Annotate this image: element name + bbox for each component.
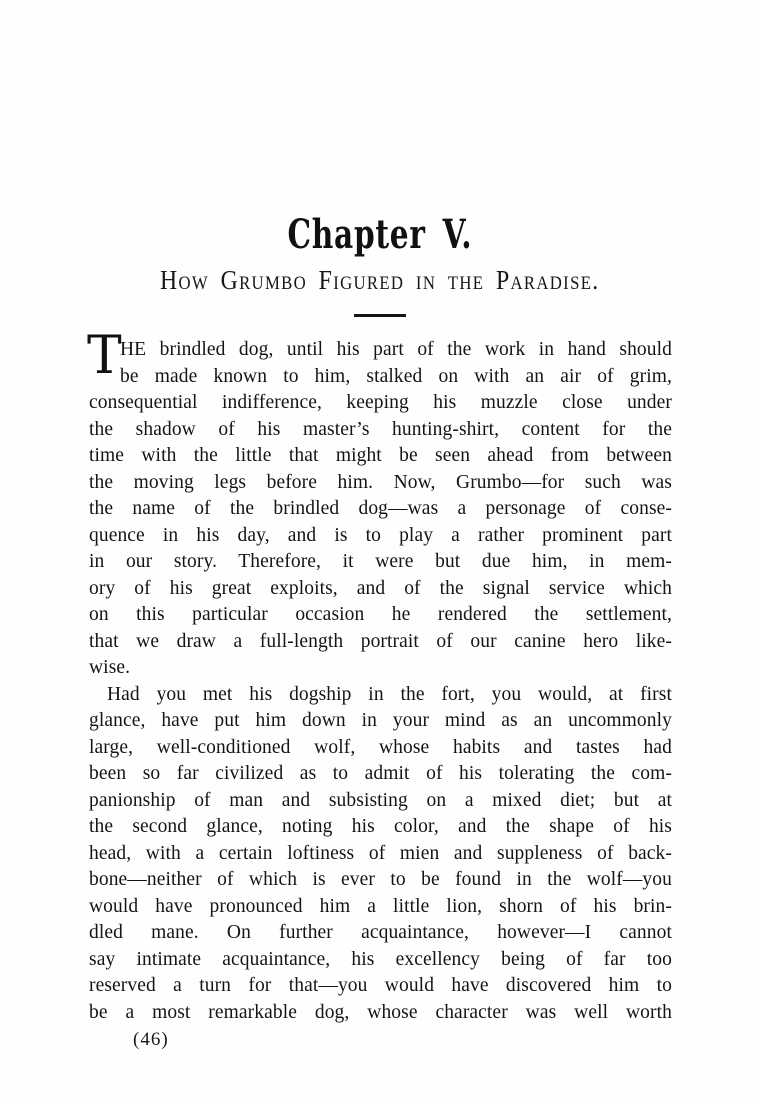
text-line: bone—neither of which is ever to be found in the wolf—you — [89, 869, 672, 890]
text-line: the name of the brindled dog—was a personage of conse- — [89, 498, 672, 519]
text-line: been so far civilized as to admit of his tolerating the com- — [89, 763, 672, 784]
chapter-title-text: Chapter V. — [287, 211, 473, 258]
text-line: Had you met his dogship in the fort, you would, at first — [107, 683, 672, 705]
text-line: reserved a turn for that—you would have discovered him to — [89, 975, 672, 996]
ornamental-rule — [354, 314, 406, 317]
text-line: the moving legs before him. Now, Grumbo—for such was — [89, 471, 672, 493]
text-line: head, with a certain loftiness of mien and suppleness of back- — [89, 842, 672, 864]
text-line: large, well-conditioned wolf, whose habits and tastes had — [89, 736, 672, 758]
text-line: panionship of man and subsisting on a mixed diet; but at — [89, 789, 672, 811]
text-line: dled mane. On further acquaintance, however—I cannot — [89, 922, 672, 943]
page-number: (46) — [133, 1029, 169, 1050]
chapter-subtitle — [0, 264, 760, 296]
text-line: in our story. Therefore, it were but due him, in mem- — [89, 551, 672, 572]
drop-cap-initial: T — [87, 326, 122, 386]
text-line: on this particular occasion he rendered the settlement, — [89, 604, 672, 625]
text-line: HE brindled dog, until his part of the work in hand should — [120, 339, 672, 360]
text-line: consequential indifference, keeping his muzzle close under — [89, 392, 672, 413]
text-line: wise. — [89, 657, 131, 678]
text-line: be made known to him, stalked on with an air of grim, — [120, 365, 672, 387]
body-text — [87, 326, 672, 1026]
chapter-title — [0, 213, 760, 257]
text-line: the second glance, noting his color, and the shape of his — [89, 816, 672, 837]
text-line: time with the little that might be seen ahead from between — [89, 445, 672, 466]
text-line: quence in his day, and is to play a rather prominent part — [89, 524, 672, 546]
text-line: that we draw a full-length portrait of our canine hero like- — [89, 630, 672, 652]
text-line: be a most remarkable dog, whose character was well worth — [89, 1001, 672, 1023]
text-line: ory of his great exploits, and of the signal service which — [89, 577, 672, 599]
chapter-subtitle-text: How Grumbo Figured in the Paradise. — [160, 265, 600, 295]
text-line: glance, have put him down in your mind as an uncommonly — [89, 710, 672, 731]
text-line: the shadow of his master’s hunting-shirt, content for the — [89, 418, 672, 440]
text-line: say intimate acquaintance, his excellency being of far too — [89, 948, 672, 970]
text-line: would have pronounced him a little lion, shorn of his brin- — [89, 895, 672, 917]
